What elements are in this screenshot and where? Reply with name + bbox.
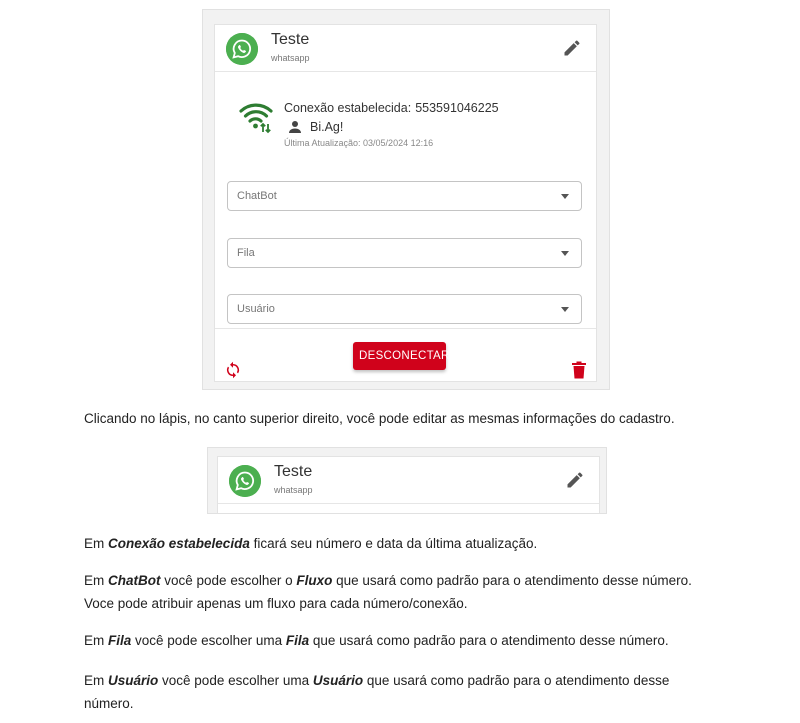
connection-card-screenshot — [202, 9, 610, 390]
whatsapp-icon — [229, 465, 261, 497]
text: que usará como padrão para o atendimento desse — [363, 673, 670, 688]
paragraph-edit-info: Clicando no lápis, no canto superior direito, você pode editar as mesmas informações do cadastro. — [84, 411, 675, 426]
connection-type: whatsapp — [274, 485, 313, 495]
connection-card-cropped — [217, 456, 600, 514]
connection-card — [214, 24, 597, 382]
text: Em — [84, 673, 109, 688]
connection-type: whatsapp — [271, 53, 310, 63]
text: você pode escolher uma — [158, 673, 313, 688]
last-update: Última Atualização: 03/05/2024 12:16 — [284, 138, 434, 148]
paragraph-fila — [84, 629, 669, 652]
card-header-screenshot — [207, 447, 607, 514]
pencil-edit-icon[interactable] — [565, 470, 585, 490]
chevron-down-icon — [561, 194, 569, 199]
card-actions — [215, 328, 596, 381]
chatbot-select[interactable] — [227, 181, 582, 211]
chatbot-select-label: ChatBot — [237, 190, 277, 202]
text: número. — [84, 696, 134, 711]
user-name: Bi.Ag! — [310, 120, 344, 134]
chevron-down-icon — [561, 251, 569, 256]
text: Em — [84, 633, 109, 648]
fila-select-label: Fila — [237, 247, 255, 259]
paragraph-usuario — [84, 669, 669, 715]
phone-number: 553591046225 — [415, 101, 499, 115]
text: você pode escolher o — [160, 573, 297, 588]
status-label: Conexão estabelecida: — [284, 101, 412, 115]
connection-status — [284, 101, 499, 115]
text: ficará seu número e data da última atualização. — [249, 536, 538, 551]
term-chatbot: ChatBot — [108, 573, 161, 588]
person-icon — [286, 118, 304, 136]
term-usuario: Usuário — [108, 673, 159, 688]
usuario-select[interactable] — [227, 294, 582, 324]
fila-select[interactable] — [227, 238, 582, 268]
text: que usará como padrão para o atendimento desse número. — [332, 573, 692, 588]
usuario-select-label: Usuário — [237, 303, 275, 315]
text: você pode escolher uma — [131, 633, 286, 648]
connection-name: Teste — [271, 31, 310, 48]
trash-icon[interactable] — [571, 361, 587, 379]
text: Em — [84, 536, 109, 551]
connection-user — [286, 118, 343, 136]
term-fila: Fila — [108, 633, 132, 648]
disconnect-button[interactable]: DESCONECTAR — [353, 342, 446, 370]
term-fila-2: Fila — [285, 633, 310, 648]
text: que usará como padrão para o atendimento desse número. — [309, 633, 669, 648]
term-usuario-2: Usuário — [312, 673, 364, 688]
term-conexao: Conexão estabelecida — [108, 536, 250, 551]
pencil-edit-icon[interactable] — [562, 38, 582, 58]
card-header — [218, 457, 599, 504]
paragraph-chatbot — [84, 569, 692, 615]
card-header — [215, 25, 596, 72]
connection-name: Teste — [274, 463, 313, 480]
chevron-down-icon — [561, 307, 569, 312]
refresh-icon[interactable] — [224, 361, 242, 379]
text: Em — [84, 573, 109, 588]
paragraph-conexao — [84, 532, 537, 555]
term-fluxo: Fluxo — [296, 573, 333, 588]
whatsapp-icon — [226, 33, 258, 65]
text: Voce pode atribuir apenas um fluxo para cada número/conexão. — [84, 596, 468, 611]
wifi-signal-icon — [239, 101, 273, 135]
